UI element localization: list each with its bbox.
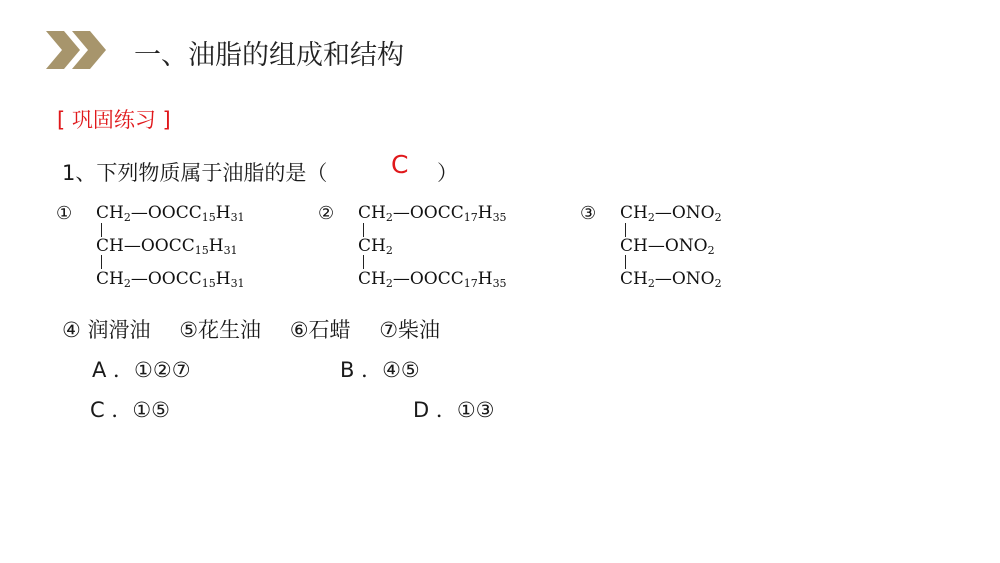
formula-row: $CH_2—OOCC_{17}H_{35}$ [358, 203, 507, 224]
option-a: A ．①②⑦ [92, 358, 191, 382]
formula-number: ③ [580, 203, 597, 224]
option-c: C ．①⑤ [90, 398, 170, 422]
question-close-paren: ） [437, 161, 458, 185]
bond-line [625, 255, 626, 269]
formula-row: $CH_2—ONO_2$ [620, 203, 722, 224]
double-chevron-right-icon [46, 31, 112, 69]
option-d: D ．①③ [413, 398, 495, 422]
item-6: ⑥石蜡 [289, 318, 351, 342]
item-7: ⑦柴油 [379, 318, 441, 342]
item-4: ④ 润滑油 [62, 318, 151, 342]
question-text: 1、下列物质属于油脂的是（ [62, 161, 328, 185]
formula-1 [56, 203, 276, 293]
bond-line [363, 255, 364, 269]
formula-row: $CH_2—OOCC_{17}H_{35}$ [358, 269, 507, 290]
bond-line [101, 255, 102, 269]
section-label: [ 巩固练习 ] [57, 108, 171, 132]
formula-row: $CH_2—OOCC_{15}H_{31}$ [96, 203, 245, 224]
formula-row: $CH_2—OOCC_{15}H_{31}$ [96, 269, 245, 290]
bond-line [101, 223, 102, 237]
item-5: ⑤花生油 [179, 318, 262, 342]
formula-3 [580, 203, 760, 293]
formula-row: $CH_2$ [358, 236, 393, 257]
formula-row: $CH—ONO_2$ [620, 236, 715, 257]
bond-line [625, 223, 626, 237]
slide-title: 一、油脂的组成和结构 [134, 40, 404, 71]
bond-line [363, 223, 364, 237]
answer-letter: C [391, 150, 409, 179]
formula-row: $CH—OOCC_{15}H_{31}$ [96, 236, 238, 257]
formula-row: $CH_2—ONO_2$ [620, 269, 722, 290]
item-list [62, 314, 462, 344]
option-b: B ．④⑤ [340, 358, 420, 382]
formula-2 [318, 203, 538, 293]
formula-number: ② [318, 203, 335, 224]
formula-number: ① [56, 203, 73, 224]
